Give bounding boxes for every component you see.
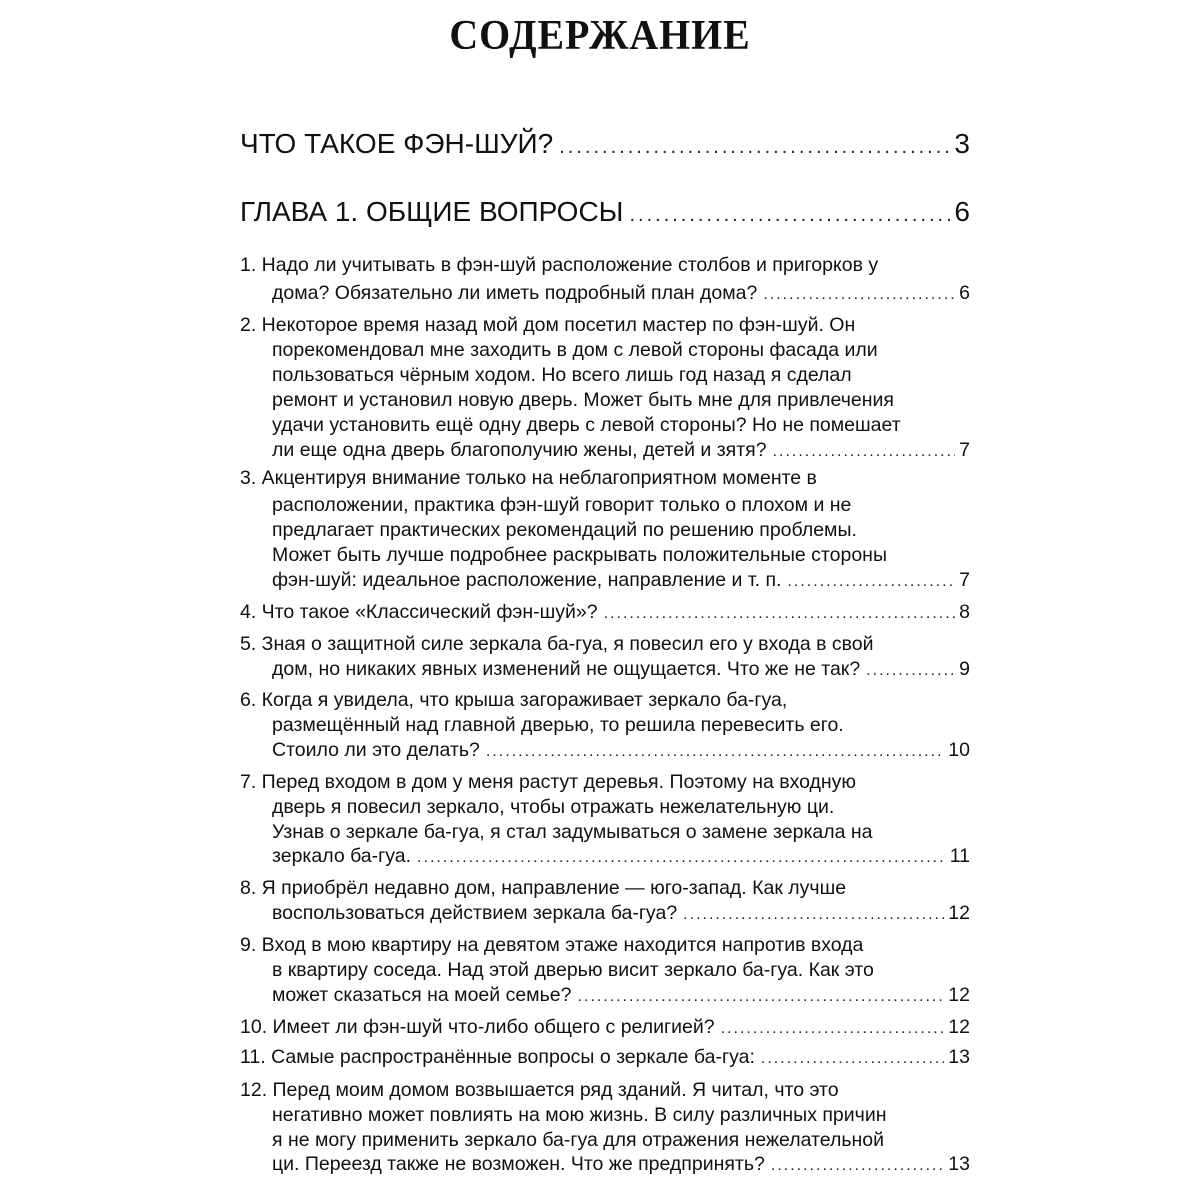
entry-line: ремонт и установил новую дверь. Может быть мне для привлечения: [272, 389, 894, 411]
entry-page-number: 6: [959, 282, 970, 304]
entry-last-line: 11. Самые распространённые вопросы о зеркале ба-гуа: ..... 13: [240, 1046, 970, 1069]
entry-line: 7. Перед входом в дом у меня растут деревья. Поэтому на входную: [240, 771, 857, 793]
dot-leader: [866, 662, 955, 680]
dot-leader: [761, 1050, 944, 1068]
entry-page-number: 9: [959, 658, 970, 680]
entry-line: в квартиру соседа. Над этой дверью висит зеркало ба-гуа. Как это: [272, 959, 874, 981]
section-page-number: 6: [954, 196, 970, 227]
page-title: СОДЕРЖАНИЕ: [449, 13, 751, 59]
entry-line: удачи установить ещё одну дверь с левой стороны? Но не помешает: [272, 414, 901, 436]
entry-page-number: 7: [959, 439, 970, 461]
entry-last-line: Стоило ли это делать? ..... 10: [272, 739, 970, 762]
entry-page-number: 10: [948, 739, 970, 761]
entry-line: 2. Некоторое время назад мой дом посетил мастер по фэн-шуй. Он: [240, 314, 856, 336]
section-title: ЧТО ТАКОЕ ФЭН-ШУЙ?: [240, 128, 554, 159]
dot-leader: [577, 988, 944, 1006]
entry-line: 5. Зная о защитной силе зеркала ба-гуа, я повесил его у входа в свой: [240, 633, 874, 655]
entry-last-line: воспользоваться действием зеркала ба-гуа? ..... 12: [272, 902, 970, 925]
dot-leader: [787, 573, 955, 591]
entry-line: расположении, практика фэн-шуй говорит только о плохом и не: [272, 494, 852, 516]
dot-leader: [721, 1020, 945, 1038]
dot-leader: [486, 743, 944, 761]
entry-line: 6. Когда я увидела, что крыша загораживает зеркало ба-гуа,: [240, 689, 788, 711]
dot-leader: [763, 286, 955, 304]
entry-last-line: зеркало ба-гуа. ..... 11: [272, 845, 970, 868]
entry-line: пользоваться чёрным ходом. Но всего лишь год назад я сделал: [272, 364, 852, 386]
entry-last-line: ци. Переезд также не возможен. Что же предпринять? ..... 13: [272, 1153, 970, 1176]
dot-leader: [559, 136, 950, 159]
entry-page-number: 8: [959, 601, 970, 623]
toc-section-what-is-fengshui[interactable]: [240, 128, 970, 160]
entry-page-number: 11: [949, 845, 970, 867]
entry-line: порекомендовал мне заходить в дом с левой стороны фасада или: [272, 339, 878, 361]
entry-line: я не могу применить зеркало ба-гуа для отражения нежелательной: [272, 1129, 884, 1151]
entry-page-number: 12: [948, 1016, 970, 1038]
entry-line: 1. Надо ли учитывать в фэн-шуй расположение столбов и пригорков у: [240, 254, 879, 276]
dot-leader: [604, 605, 956, 623]
dot-leader: [683, 906, 944, 924]
entry-page-number: 7: [959, 569, 970, 591]
entry-last-line: 10. Имеет ли фэн-шуй что-либо общего с религией? ..... 12: [240, 1016, 970, 1039]
entry-line: Может быть лучше подробнее раскрывать положительные стороны: [272, 544, 887, 566]
section-page-number: 3: [954, 128, 970, 159]
entry-line: 12. Перед моим домом возвышается ряд зданий. Я читал, что это: [240, 1079, 839, 1101]
entry-line: 9. Вход в мою квартиру на девятом этаже находится напротив входа: [240, 934, 864, 956]
dot-leader: [771, 1157, 944, 1175]
entry-last-line: дома? Обязательно ли иметь подробный план дома? ..... 6: [272, 282, 970, 305]
section-title: ГЛАВА 1. ОБЩИЕ ВОПРОСЫ: [240, 196, 624, 227]
entry-last-line: дом, но никаких явных изменений не ощущается. Что же не так? ..... 9: [272, 658, 970, 681]
entry-line: 8. Я приобрёл недавно дом, направление — юго-запад. Как лучше: [240, 877, 847, 899]
entry-line: Узнав о зеркале ба-гуа, я стал задумываться о замене зеркала на: [272, 821, 873, 843]
entry-line: предлагает практических рекомендаций по решению проблемы.: [272, 519, 857, 541]
dot-leader: [417, 849, 946, 867]
dot-leader: [773, 443, 956, 461]
entry-last-line: может сказаться на моей семье? ..... 12: [272, 984, 970, 1007]
entry-line: негативно может повлиять на мою жизнь. В силу различных причин: [272, 1104, 887, 1126]
entry-line: дверь я повесил зеркало, чтобы отражать нежелательную ци.: [272, 796, 835, 818]
entry-line: размещённый над главной дверью, то решила перевесить его.: [272, 714, 844, 736]
entry-last-line: 4. Что такое «Классический фэн-шуй»? ..... 8: [240, 601, 970, 624]
toc-section-chapter-1[interactable]: [240, 196, 970, 228]
entry-last-line: ли еще одна дверь благополучию жены, детей и зятя? ..... 7: [272, 439, 970, 462]
entry-page-number: 12: [948, 984, 970, 1006]
entry-line: 3. Акцентируя внимание только на неблагоприятном моменте в: [240, 467, 817, 489]
entry-page-number: 13: [948, 1153, 970, 1175]
dot-leader: [629, 204, 950, 227]
entry-last-line: фэн-шуй: идеальное расположение, направление и т. п. ..... 7: [272, 569, 970, 592]
entry-page-number: 12: [948, 902, 970, 924]
entry-page-number: 13: [948, 1046, 970, 1068]
